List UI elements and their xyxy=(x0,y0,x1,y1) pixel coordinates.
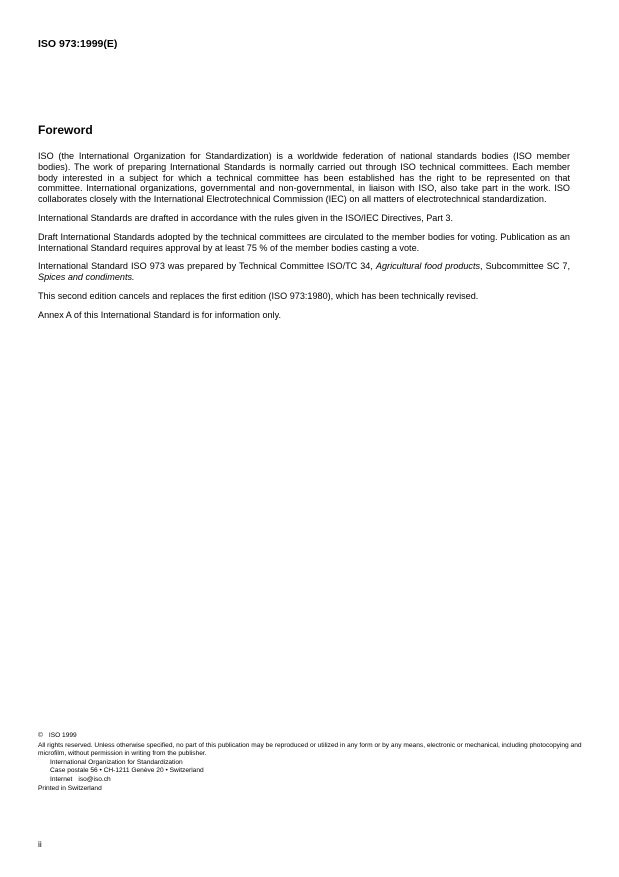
internet-label: Internet xyxy=(50,775,73,783)
paragraph-4-text-a: International Standard ISO 973 was prepared by Technical Committee ISO/TC 34, xyxy=(38,261,376,272)
copyright-symbol: © xyxy=(38,732,43,739)
internet-line xyxy=(38,776,583,785)
foreword-paragraph-1: ISO (the International Organization for Standardization) is a worldwide federation of national standards bodies (ISO member bodies). The work of preparing International Standards is normally carried out through ISO technical committees. Each member body interested in a subject for which a technical committee has been established has the right to be represented on that committee. International organizations, governmental and non-governmental, in liaison with ISO, also take part in the work. ISO collaborates closely with the International Electrotechnical Commission (IEC) on all matters of electrotechnical standardization. xyxy=(38,151,570,205)
foreword-paragraph-3: Draft International Standards adopted by the technical committees are circulated to the member bodies for voting. Publication as an International Standard requires approval by at least 75 % of the member bodies casting a vote. xyxy=(38,231,570,253)
copyright-line xyxy=(38,732,583,741)
document-code: ISO 973:1999(E) xyxy=(38,38,118,50)
copyright-text: ISO 1999 xyxy=(48,732,77,739)
subcommittee-name: Spices and condiments. xyxy=(38,272,135,283)
paragraph-4-text-b: , Subcommittee SC 7, xyxy=(480,261,570,272)
rights-statement: All rights reserved. Unless otherwise specified, no part of this publication may be reproduced or utilized in any form or by any means, electronic or mechanical, including photocopying and microfilm, without permission in writing from the publisher. xyxy=(38,741,582,758)
page-number: ii xyxy=(38,839,42,849)
foreword-body xyxy=(38,151,570,329)
foreword-paragraph-5: This second edition cancels and replaces the first edition (ISO 973:1980), which has been technically revised. xyxy=(38,290,479,301)
foreword-paragraph-4 xyxy=(38,261,570,283)
organization-name: International Organization for Standardization xyxy=(50,758,183,766)
foreword-heading: Foreword xyxy=(38,123,93,137)
copyright-footer xyxy=(38,732,583,793)
foreword-paragraph-6: Annex A of this International Standard is for information only. xyxy=(38,309,281,320)
organization-address: Case postale 56 • CH-1211 Genève 20 • Switzerland xyxy=(50,767,204,775)
printed-in: Printed in Switzerland xyxy=(38,784,102,792)
foreword-paragraph-2: International Standards are drafted in accordance with the rules given in the ISO/IEC Directives, Part 3. xyxy=(38,212,453,223)
internet-email: iso@iso.ch xyxy=(78,775,111,783)
committee-name: Agricultural food products xyxy=(375,261,481,272)
